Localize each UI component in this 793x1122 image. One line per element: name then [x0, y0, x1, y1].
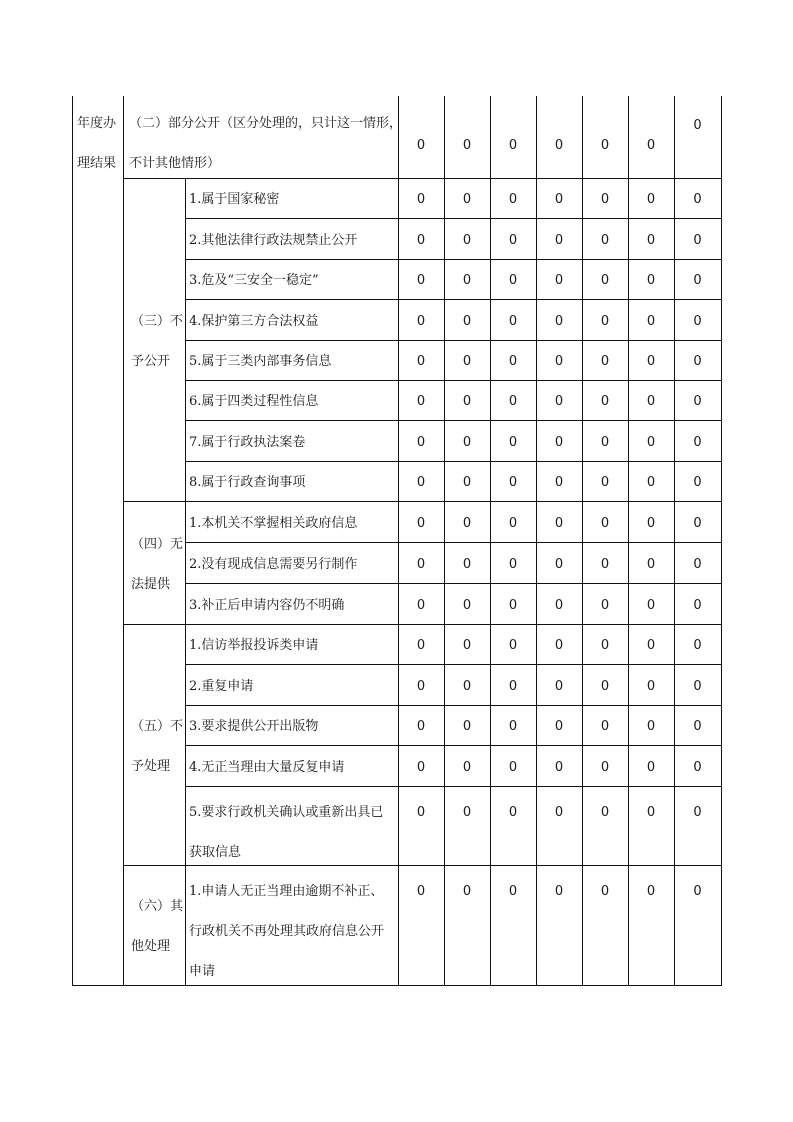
table-horizontal-rule: [123, 865, 722, 866]
table-vertical-rule: [123, 96, 124, 986]
row-item-value: 0: [693, 314, 702, 329]
row-item-value: 0: [508, 475, 518, 490]
table-vertical-rule: [398, 96, 399, 986]
row-item-value: 0: [554, 719, 564, 734]
row-item-value: 0: [462, 192, 472, 207]
disposition-group-name: 予公开: [131, 354, 171, 369]
row-item-value: 0: [416, 516, 426, 531]
row-item-value: 0: [600, 679, 610, 694]
row-item-label: 3.危及“三安全一稳定”: [189, 273, 319, 288]
row-item-value: 0: [462, 314, 472, 329]
annual-result-header: 年度办: [77, 116, 117, 131]
disposition-group-name: 法提供: [131, 577, 171, 592]
row-item-value: 0: [554, 233, 564, 248]
row-item-value: 0: [693, 192, 702, 207]
table-vertical-rule: [674, 96, 675, 986]
row-item-label: 5.要求行政机关确认或重新出具已: [189, 805, 384, 820]
row-item-value: 0: [646, 394, 656, 409]
row-item-value: 0: [416, 719, 426, 734]
row-item-value: 0: [554, 760, 564, 775]
table-horizontal-rule: [185, 340, 722, 341]
table-horizontal-rule: [185, 259, 722, 260]
disposition-group-name: 他处理: [131, 939, 171, 954]
row-item-value: 0: [693, 679, 702, 694]
row-item-value: 0: [416, 314, 426, 329]
row-item-value: 0: [693, 884, 702, 899]
row-item-value: 0: [600, 354, 610, 369]
partial-open-value: 0: [600, 138, 610, 153]
row-item-label: 4.保护第三方合法权益: [189, 314, 319, 329]
row-item-value: 0: [646, 638, 656, 653]
table-horizontal-rule: [185, 380, 722, 381]
row-item-value: 0: [554, 516, 564, 531]
row-item-value: 0: [462, 760, 472, 775]
row-item-value: 0: [554, 679, 564, 694]
row-item-value: 0: [600, 475, 610, 490]
table-horizontal-rule: [185, 705, 722, 706]
row-item-value: 0: [600, 233, 610, 248]
table-horizontal-rule: [185, 299, 722, 300]
row-item-value: 0: [646, 354, 656, 369]
row-item-value: 0: [693, 273, 702, 288]
row-item-value: 0: [508, 557, 518, 572]
partial-open-label: 不计其他情形）: [129, 156, 221, 171]
row-item-value: 0: [508, 679, 518, 694]
row-item-value: 0: [508, 805, 518, 820]
table-horizontal-rule: [185, 745, 722, 746]
row-item-value: 0: [646, 233, 656, 248]
row-item-value: 0: [693, 805, 702, 820]
table-horizontal-rule: [123, 501, 722, 502]
row-item-label: 2.重复申请: [189, 679, 254, 694]
row-item-value: 0: [416, 598, 426, 613]
row-item-label: 1.属于国家秘密: [189, 192, 280, 207]
row-item-value: 0: [693, 394, 702, 409]
row-item-value: 0: [600, 394, 610, 409]
row-item-value: 0: [600, 719, 610, 734]
row-item-value: 0: [462, 557, 472, 572]
row-item-value: 0: [508, 884, 518, 899]
table-vertical-rule: [582, 96, 583, 986]
row-item-label: 4.无正当理由大量反复申请: [189, 760, 345, 775]
row-item-value: 0: [646, 719, 656, 734]
row-item-value: 0: [554, 192, 564, 207]
table-horizontal-rule: [185, 664, 722, 665]
partial-open-label: （二）部分公开（区分处理的，只计这一情形，: [129, 116, 403, 131]
row-item-value: 0: [646, 884, 656, 899]
table-vertical-rule: [72, 96, 73, 986]
row-item-value: 0: [646, 314, 656, 329]
row-item-label: 获取信息: [189, 845, 242, 860]
table-horizontal-rule: [123, 178, 722, 179]
row-item-label: 5.属于三类内部事务信息: [189, 354, 332, 369]
row-item-value: 0: [693, 557, 702, 572]
row-item-value: 0: [462, 719, 472, 734]
row-item-value: 0: [693, 760, 702, 775]
row-item-value: 0: [554, 884, 564, 899]
row-item-value: 0: [600, 435, 610, 450]
row-item-label: 1.本机关不掌握相关政府信息: [189, 516, 358, 531]
row-item-value: 0: [554, 598, 564, 613]
row-item-value: 0: [554, 805, 564, 820]
row-item-value: 0: [646, 760, 656, 775]
table-horizontal-rule: [185, 218, 722, 219]
table-vertical-rule: [536, 96, 537, 986]
row-item-value: 0: [554, 435, 564, 450]
row-item-label: 2.没有现成信息需要另行制作: [189, 557, 358, 572]
table-horizontal-rule: [185, 786, 722, 787]
row-item-value: 0: [693, 435, 702, 450]
row-item-value: 0: [416, 233, 426, 248]
row-item-value: 0: [646, 435, 656, 450]
disposition-group-name: （六）其: [131, 899, 184, 914]
row-item-value: 0: [646, 192, 656, 207]
row-item-value: 0: [554, 314, 564, 329]
row-item-value: 0: [600, 273, 610, 288]
row-item-value: 0: [646, 805, 656, 820]
row-item-value: 0: [600, 598, 610, 613]
row-item-value: 0: [508, 192, 518, 207]
row-item-value: 0: [462, 354, 472, 369]
row-item-value: 0: [600, 638, 610, 653]
partial-open-value: 0: [693, 118, 702, 133]
partial-open-value: 0: [416, 138, 426, 153]
table-vertical-rule: [444, 96, 445, 986]
row-item-value: 0: [416, 354, 426, 369]
row-item-value: 0: [462, 435, 472, 450]
partial-open-value: 0: [508, 138, 518, 153]
row-item-value: 0: [416, 805, 426, 820]
row-item-value: 0: [416, 638, 426, 653]
row-item-label: 1.信访举报投诉类申请: [189, 638, 319, 653]
row-item-value: 0: [508, 314, 518, 329]
row-item-value: 0: [600, 314, 610, 329]
row-item-value: 0: [508, 233, 518, 248]
row-item-value: 0: [462, 679, 472, 694]
row-item-label: 3.补正后申请内容仍不明确: [189, 598, 345, 613]
row-item-value: 0: [693, 638, 702, 653]
row-item-value: 0: [646, 557, 656, 572]
row-item-label: 7.属于行政执法案卷: [189, 435, 306, 450]
row-item-value: 0: [462, 598, 472, 613]
row-item-value: 0: [416, 679, 426, 694]
row-item-value: 0: [462, 805, 472, 820]
row-item-value: 0: [508, 516, 518, 531]
row-item-value: 0: [462, 273, 472, 288]
row-item-value: 0: [693, 475, 702, 490]
partial-open-value: 0: [462, 138, 472, 153]
row-item-value: 0: [554, 394, 564, 409]
row-item-label: 6.属于四类过程性信息: [189, 394, 319, 409]
row-item-value: 0: [416, 394, 426, 409]
row-item-value: 0: [462, 638, 472, 653]
table-horizontal-rule: [123, 624, 722, 625]
row-item-value: 0: [462, 394, 472, 409]
row-item-value: 0: [693, 233, 702, 248]
row-item-value: 0: [416, 192, 426, 207]
row-item-label: 3.要求提供公开出版物: [189, 719, 319, 734]
row-item-value: 0: [508, 394, 518, 409]
row-item-value: 0: [416, 884, 426, 899]
row-item-value: 0: [600, 192, 610, 207]
row-item-value: 0: [462, 475, 472, 490]
row-item-value: 0: [693, 354, 702, 369]
row-item-value: 0: [554, 475, 564, 490]
row-item-value: 0: [416, 475, 426, 490]
row-item-value: 0: [416, 557, 426, 572]
row-item-value: 0: [600, 516, 610, 531]
row-item-value: 0: [462, 516, 472, 531]
row-item-value: 0: [554, 273, 564, 288]
row-item-value: 0: [416, 435, 426, 450]
row-item-value: 0: [600, 760, 610, 775]
row-item-value: 0: [554, 557, 564, 572]
table-vertical-rule: [490, 96, 491, 986]
disposition-group-name: （三）不: [131, 314, 184, 329]
row-item-value: 0: [600, 884, 610, 899]
row-item-label: 申请: [189, 964, 216, 979]
row-item-label: 2.其他法律行政法规禁止公开: [189, 233, 358, 248]
row-item-value: 0: [693, 598, 702, 613]
disposition-group-name: （四）无: [131, 537, 184, 552]
row-item-value: 0: [600, 805, 610, 820]
table-horizontal-rule: [185, 461, 722, 462]
disposition-group-name: 予处理: [131, 759, 171, 774]
table-horizontal-rule: [185, 542, 722, 543]
row-item-value: 0: [462, 884, 472, 899]
row-item-value: 0: [554, 638, 564, 653]
partial-open-value: 0: [646, 138, 656, 153]
row-item-value: 0: [693, 719, 702, 734]
disposition-group-name: （五）不: [131, 719, 184, 734]
row-item-value: 0: [508, 435, 518, 450]
row-item-value: 0: [508, 760, 518, 775]
row-item-label: 8.属于行政查询事项: [189, 475, 306, 490]
row-item-value: 0: [693, 516, 702, 531]
row-item-label: 1.申请人无正当理由逾期不补正、: [189, 884, 384, 899]
row-item-value: 0: [600, 557, 610, 572]
partial-open-value: 0: [554, 138, 564, 153]
row-item-value: 0: [554, 354, 564, 369]
table-horizontal-rule: [72, 985, 722, 986]
row-item-value: 0: [508, 354, 518, 369]
row-item-value: 0: [462, 233, 472, 248]
row-item-label: 行政机关不再处理其政府信息公开: [189, 924, 385, 939]
row-item-value: 0: [416, 273, 426, 288]
table-horizontal-rule: [185, 583, 722, 584]
row-item-value: 0: [646, 679, 656, 694]
table-vertical-rule: [628, 96, 629, 986]
row-item-value: 0: [646, 273, 656, 288]
row-item-value: 0: [646, 598, 656, 613]
row-item-value: 0: [646, 516, 656, 531]
row-item-value: 0: [416, 760, 426, 775]
table-vertical-rule: [721, 96, 722, 986]
row-item-value: 0: [646, 475, 656, 490]
row-item-value: 0: [508, 273, 518, 288]
annual-result-header: 理结果: [77, 156, 117, 171]
row-item-value: 0: [508, 638, 518, 653]
row-item-value: 0: [508, 719, 518, 734]
table-horizontal-rule: [185, 420, 722, 421]
row-item-value: 0: [508, 598, 518, 613]
